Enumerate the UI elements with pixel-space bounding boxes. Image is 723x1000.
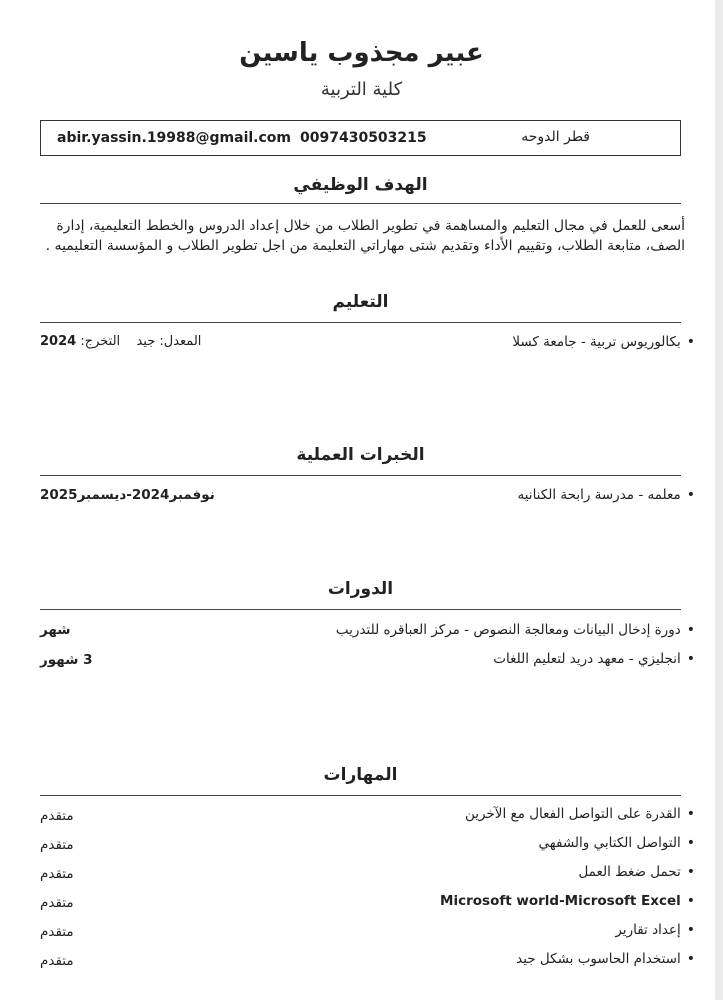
course-name: انجليزي - معهد دريد لتعليم اللغات: [493, 651, 681, 667]
education-grade-line: [40, 334, 201, 349]
skill-name: القدرة على التواصل الفعال مع الآخرين: [464, 806, 681, 822]
graduation-year: 2024: [40, 334, 77, 349]
location-text: قطر الدوحه: [521, 129, 590, 145]
experience-divider: [40, 475, 681, 476]
courses-divider: [40, 609, 681, 610]
education-heading: التعليم: [332, 292, 389, 312]
skill-level: متقدم: [40, 808, 74, 824]
skill-item: [265, 951, 695, 967]
skill-name: تحمل ضغط العمل: [578, 864, 681, 880]
degree-text: بكالوريوس تربية - جامعة كسلا: [512, 334, 681, 350]
skill-item: [265, 893, 695, 909]
bullet-icon: •: [686, 951, 695, 967]
faculty-subtitle: كلية التربية: [320, 79, 403, 100]
phone-text: 0097430503215: [300, 130, 427, 146]
course-duration: 3 شهور: [40, 652, 93, 668]
email-text: abir.yassin.19988@gmail.com: [57, 130, 292, 146]
courses-heading: الدورات: [327, 579, 394, 599]
skill-level: متقدم: [40, 953, 74, 969]
objective-heading: الهدف الوظيفي: [293, 175, 428, 195]
bullet-icon: •: [686, 622, 695, 638]
skill-name: التواصل الكتابي والشفهي: [538, 835, 681, 851]
skill-name: Microsoft world-Microsoft Excel: [440, 893, 681, 909]
bullet-icon: •: [686, 835, 695, 851]
skill-item: [265, 864, 695, 880]
objective-text: أسعى للعمل في مجال التعليم والمساهمة في تطوير الطلاب من خلال إعداد الدروس والخطط التعليمية، إدارة الصف، متابعة الطلاب، وتقييم الأداء وتقديم شتى مهاراتي التعليمة من اجل تطوير الطلاب و المؤسسة التعليميه .: [45, 218, 685, 254]
grade-label: المعدل:: [159, 334, 202, 349]
education-degree: [265, 334, 695, 350]
course-name: دورة إدخال البيانات ومعالجة النصوص - مركز العباقره للتدريب: [335, 622, 681, 638]
course-duration: شهر: [40, 622, 71, 638]
skill-name: إعداد تقارير: [615, 922, 681, 938]
bullet-icon: •: [686, 864, 695, 880]
role-text: معلمه - مدرسة رابحة الكنانيه: [517, 487, 681, 503]
experience-heading: الخبرات العملية: [296, 445, 425, 465]
bullet-icon: •: [686, 487, 695, 503]
candidate-name: عبير مجذوب ياسين: [239, 38, 484, 68]
bullet-icon: •: [686, 334, 695, 350]
skill-level: متقدم: [40, 866, 74, 882]
skill-level: متقدم: [40, 837, 74, 853]
grade-value: جيد: [136, 334, 156, 349]
experience-period: نوفمبر2024-ديسمبر2025: [40, 487, 215, 503]
skill-item: [265, 806, 695, 822]
skill-item: [265, 835, 695, 851]
course-item: [265, 622, 695, 638]
objective-divider: [40, 203, 681, 204]
skill-name: استخدام الحاسوب بشكل جيد: [516, 951, 681, 967]
experience-role: [265, 487, 695, 503]
graduation-label: التخرج:: [80, 334, 121, 349]
bullet-icon: •: [686, 922, 695, 938]
course-item: [265, 651, 695, 667]
education-divider: [40, 322, 681, 323]
skills-heading: المهارات: [323, 765, 398, 785]
bullet-icon: •: [686, 893, 695, 909]
bullet-icon: •: [686, 651, 695, 667]
skill-level: متقدم: [40, 895, 74, 911]
bullet-icon: •: [686, 806, 695, 822]
skill-level: متقدم: [40, 924, 74, 940]
page-edge: [715, 0, 723, 1000]
skills-divider: [40, 795, 681, 796]
skill-item: [265, 922, 695, 938]
